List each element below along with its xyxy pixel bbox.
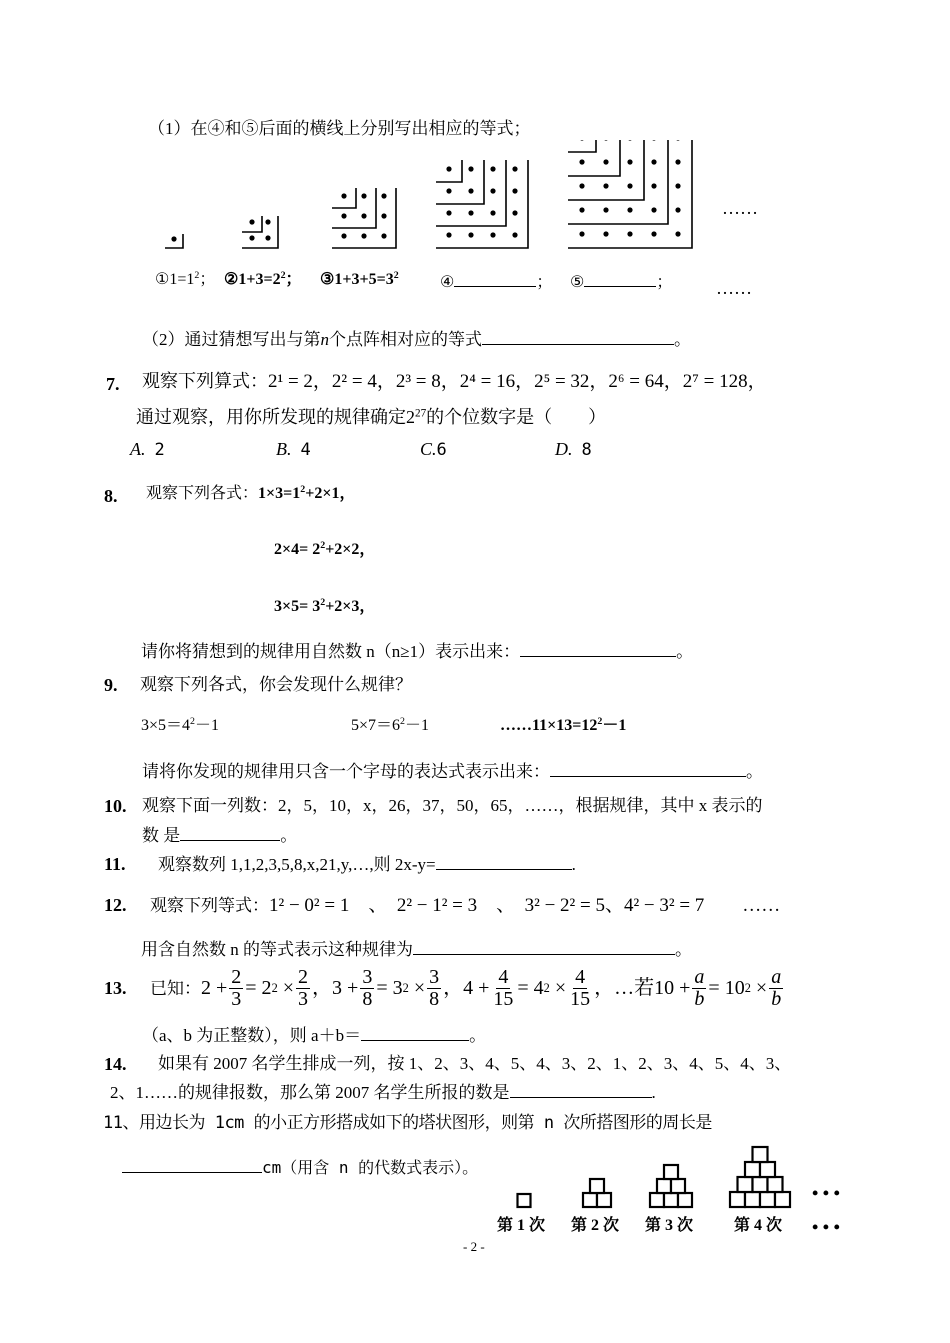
frac-2-3-b: $\frac{2}{3}$: [298, 965, 309, 1010]
q12-line: 观察下列等式：1² − 0² = 1 、 2² − 1² = 3 、 3² − 2² = 5、4² − 3² = 7 ……: [150, 895, 781, 916]
tower-square: [775, 1192, 790, 1207]
q13-number: 13.: [104, 978, 127, 998]
lattice-dot: [651, 231, 656, 236]
lattice-dot: [579, 231, 584, 236]
lattice-dot: [651, 159, 656, 164]
q7-option-b: B. 4: [276, 439, 311, 460]
lattice-dot: [512, 188, 517, 193]
stage-label-4: 第 4 次: [734, 1217, 783, 1234]
tower-square: [597, 1193, 611, 1207]
lattice-dot: [381, 193, 386, 198]
q14-text2: 2、1……的规律报数，那么第 2007 名学生所报的数是 .: [110, 1083, 656, 1102]
q11b-text2: cm（用含 n 的代数式表示）。: [122, 1160, 478, 1176]
frac-4-15-b: $\frac{4}{15}$: [570, 965, 591, 1010]
q10-text2: 数 是 。: [142, 826, 298, 845]
lattice-dot: [381, 213, 386, 218]
lattice-dot: [651, 207, 656, 212]
lattice-dot: [468, 166, 473, 171]
tower-1: [518, 1194, 531, 1207]
q12-number: 12.: [104, 895, 127, 915]
q9-eq2: $5\times 7=6^2-1$: [351, 716, 429, 734]
frac-3-8-b: $\frac{3}{8}$: [429, 965, 440, 1010]
dot-lattice-5: [568, 140, 692, 248]
lattice-dot: [512, 210, 517, 215]
q8-line2: $2\times 4= 2^2+2\times 2$，: [274, 540, 376, 558]
lattice-dot: [675, 207, 680, 212]
lattice-dot: [675, 231, 680, 236]
q8-ask: 请你将猜想到的规律用自然数 n（n≥1）表示出来： 。: [141, 642, 694, 661]
lattice-dot: [490, 210, 495, 215]
lattice-dot: [579, 207, 584, 212]
lattice-dot: [446, 188, 451, 193]
figure-ellipsis-top: ……: [722, 198, 758, 218]
q9-eq3: $\dots\dots 11\times 13=12^2-1$: [500, 716, 627, 734]
lattice-dot: [468, 210, 473, 215]
q11-text: 观察数列 1,1,2,3,5,8,x,21,y,…,则 2x-y= .: [158, 855, 576, 874]
lattice-dot: [361, 233, 366, 238]
lattice-dot: [627, 231, 632, 236]
lattice-label-2: $②1+3=2^2$；: [224, 270, 302, 288]
lattice-dot: [603, 231, 608, 236]
tower-square: [768, 1177, 783, 1192]
tower-dots-bottom: • • •: [812, 1217, 840, 1237]
lattice-label-1: $①1=1^2$；: [155, 270, 216, 288]
lattice-dot: [627, 159, 632, 164]
figure-ellipsis-bottom: ……: [716, 278, 752, 298]
tower-square: [678, 1193, 692, 1207]
q7-option-c: C.6: [420, 439, 447, 460]
lattice-dot: [603, 183, 608, 188]
lattice-dot: [651, 140, 656, 141]
lattice-bracket: [568, 140, 644, 200]
lattice-dot: [446, 232, 451, 237]
q11-number: 11.: [104, 854, 126, 874]
lattice-dot: [651, 183, 656, 188]
page-number: - 2 -: [463, 1239, 485, 1254]
tower-square: [745, 1162, 760, 1177]
q7-line1: 观察下列算式：2¹ = 2，2² = 4，2³ = 8，2⁴ = 16，2⁵ = 32，2⁶ = 64，2⁷ = 128，: [142, 371, 767, 392]
q7-option-a: A. 2: [130, 439, 165, 460]
tower-4: [730, 1147, 790, 1207]
frac-3-8: $\frac{3}{8}$: [362, 965, 373, 1010]
tower-square: [518, 1194, 531, 1207]
tower-square: [671, 1179, 685, 1193]
tower-figures: [500, 1145, 850, 1215]
q14-number: 14.: [104, 1054, 127, 1074]
tower-square: [760, 1162, 775, 1177]
lattice-label-3: $③1+3+5=3^2$: [320, 270, 399, 288]
part1-instruction: （1）在④和⑤后面的横线上分别写出相应的等式；: [148, 119, 531, 138]
tower-square: [753, 1147, 768, 1162]
lattice-dot: [249, 219, 254, 224]
lattice-dot: [468, 188, 473, 193]
lattice-bracket: [568, 140, 596, 152]
lattice-dot: [446, 210, 451, 215]
q8-number: 8.: [104, 486, 118, 506]
lattice-dot: [512, 166, 517, 171]
q8-line1: 观察下列各式：$1\times 3=1^2+2\times 1$，: [146, 484, 356, 502]
q10-number: 10.: [104, 796, 127, 816]
lattice-dot: [361, 213, 366, 218]
lattice-dot: [603, 140, 608, 141]
lattice-dot: [675, 183, 680, 188]
lattice-dot: [446, 166, 451, 171]
lattice-dot: [603, 207, 608, 212]
frac-a-b-2: $\frac{a}{b}$: [771, 965, 782, 1010]
lattice-dot: [171, 236, 176, 241]
lattice-dot: [341, 213, 346, 218]
lattice-dot: [341, 233, 346, 238]
lattice-dot: [265, 219, 270, 224]
lattice-dot: [512, 232, 517, 237]
lattice-dot: [579, 140, 584, 141]
frac-a-b: $\frac{a}{b}$: [694, 965, 705, 1010]
q9-eq1: $3\times 5=4^2-1$: [141, 716, 219, 734]
stage-label-2: 第 2 次: [571, 1217, 620, 1234]
lattice-dot: [490, 188, 495, 193]
dot-lattice-4: [436, 160, 528, 248]
lattice-dot: [490, 232, 495, 237]
dot-lattice-1: [165, 234, 183, 248]
lattice-dot: [381, 233, 386, 238]
lattice-label-5: ⑤ ；: [570, 274, 673, 291]
tower-square: [657, 1179, 671, 1193]
tower-square: [745, 1192, 760, 1207]
part2-text: （2）通过猜想写出与第n个点阵相对应的等式 。: [142, 330, 691, 349]
dot-lattice-figures: [150, 140, 770, 260]
tower-square: [650, 1193, 664, 1207]
q13-formula: 已知： 2 + $\frac{2}{3}$ = 2 2 × $\frac{2}{3}$ ，3 + $\frac{3}{8}$ = 3 2 × $\frac{3}{8}$ ，4 + $\frac{4}{15}$ = 4 2 × $\frac{4}{15}$ ，…若10 + $\frac{a}{b}$ = 10 2 × $\frac{a}{b}$: [150, 965, 782, 1010]
q7-number: 7.: [106, 374, 120, 394]
lattice-dot: [490, 166, 495, 171]
lattice-dot: [627, 140, 632, 141]
q7-option-d: D. 8: [555, 439, 592, 460]
lattice-dot: [341, 193, 346, 198]
q7-line2: 通过观察，用你所发现的规律确定$2^{27}$的个位数字是（ ）: [136, 407, 607, 427]
lattice-bracket: [568, 140, 620, 176]
tower-square: [590, 1179, 604, 1193]
frac-2-3: $\frac{2}{3}$: [231, 965, 242, 1010]
dot-lattice-3: [332, 188, 396, 248]
lattice-dot: [265, 235, 270, 240]
tower-square: [753, 1177, 768, 1192]
q9-ask: 请将你发现的规律用只含一个字母的表达式表示出来： 。: [142, 762, 763, 781]
dot-lattice-2: [242, 216, 278, 248]
q8-line3: $3\times 5= 3^2+2\times 3$，: [274, 597, 376, 615]
tower-square: [664, 1193, 678, 1207]
lattice-dot: [675, 159, 680, 164]
lattice-dot: [468, 232, 473, 237]
tower-square: [664, 1165, 678, 1179]
lattice-dot: [361, 193, 366, 198]
q14-text: 如果有 2007 名学生排成一列，按 1、2、3、4、5、4、3、2、1、2、3、4、5、4、3、: [158, 1054, 792, 1073]
q12-ask: 用含自然数 n 的等式表示这种规律为 。: [141, 940, 692, 959]
q13-condition: （a、b 为正整数），则 a＋b＝ 。: [142, 1026, 487, 1045]
q11b-text: 11、用边长为 1cm 的小正方形搭成如下的塔状图形，则第 n 次所搭图形的周长是: [103, 1113, 712, 1133]
lattice-label-4: ④ ；: [440, 274, 553, 291]
lattice-dot: [579, 183, 584, 188]
tower-3: [650, 1165, 692, 1207]
frac-4-15: $\frac{4}{15}$: [493, 965, 514, 1010]
lattice-dot: [627, 207, 632, 212]
tower-square: [583, 1193, 597, 1207]
tower-square: [730, 1192, 745, 1207]
tower-square: [760, 1192, 775, 1207]
q10-text: 观察下面一列数：2，5，10，x，26，37，50，65，……，根据规律，其中 x 表示的: [142, 796, 763, 815]
q9-number: 9.: [104, 675, 118, 695]
tower-square: [738, 1177, 753, 1192]
tower-dots-top: • • •: [812, 1183, 840, 1203]
tower-2: [583, 1179, 611, 1207]
lattice-dot: [603, 159, 608, 164]
lattice-dot: [675, 140, 680, 141]
lattice-dot: [627, 183, 632, 188]
q9-intro: 观察下列各式，你会发现什么规律？: [140, 675, 412, 694]
lattice-dot: [579, 159, 584, 164]
stage-label-3: 第 3 次: [645, 1217, 694, 1234]
lattice-dot: [249, 235, 254, 240]
stage-label-1: 第 1 次: [497, 1217, 546, 1234]
